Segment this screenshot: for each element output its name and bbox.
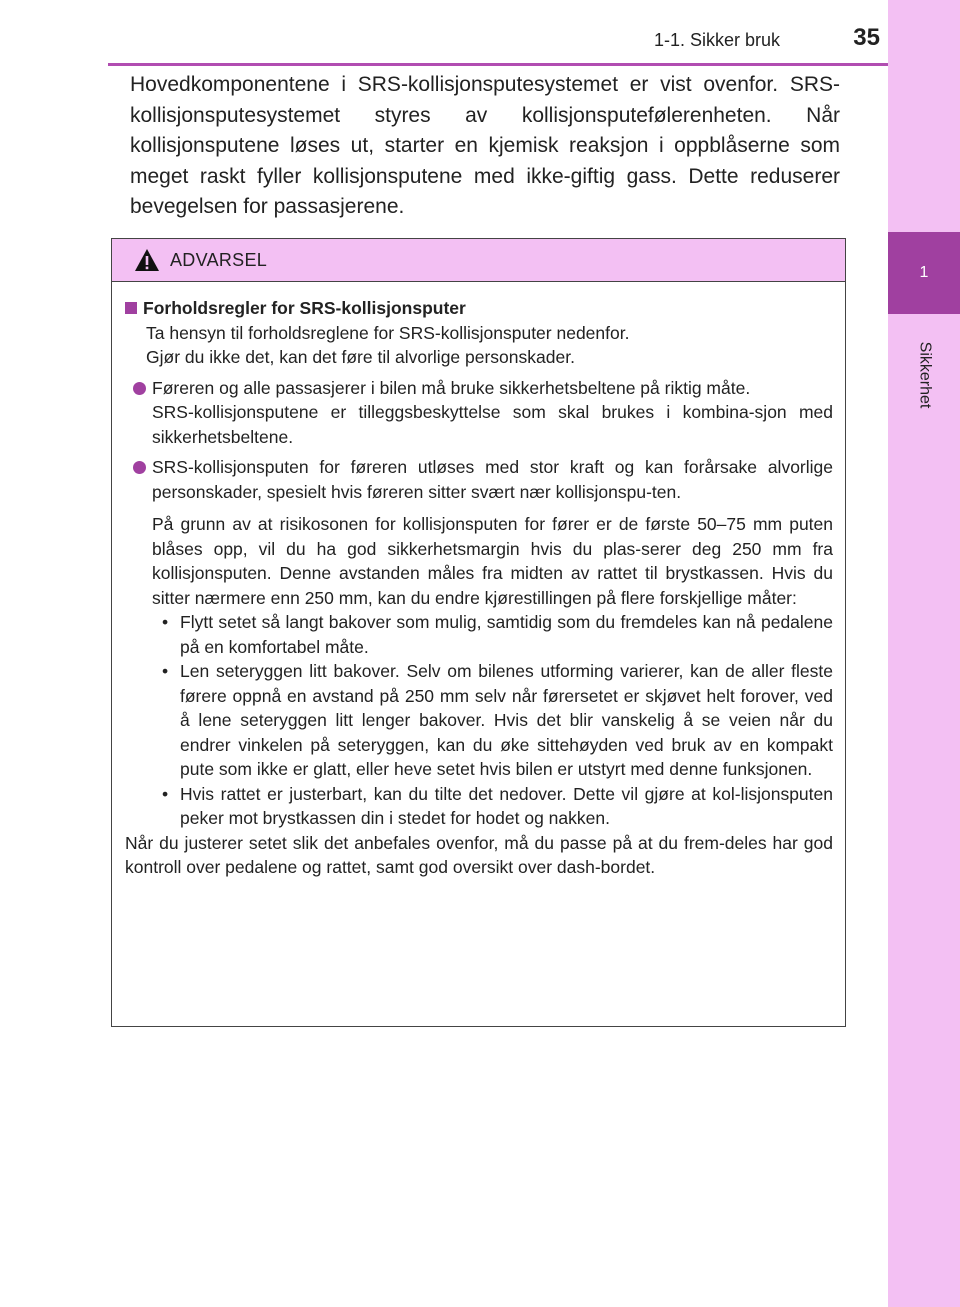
warning-item-line: SRS-kollisjonsputen for føreren utløses med stor kraft og kan forårsake alvorlige personskader, spesielt hvis føreren sitter svært nær kollisjonspu-ten. [152, 457, 833, 502]
circle-bullet-icon [133, 461, 146, 474]
warning-item-line: Føreren og alle passasjerer i bilen må bruke sikkerhetsbeltene på riktig måte. [152, 377, 751, 398]
warning-intro-line: Ta hensyn til forholdsreglene for SRS-kollisjonsputer nedenfor. [146, 322, 630, 343]
square-bullet-icon [125, 302, 137, 314]
bullet-dot: • [162, 612, 169, 632]
circle-bullet-icon [133, 382, 146, 395]
chapter-number-text: 1 [919, 264, 929, 281]
bullet-text: Flytt setet så langt bakover som mulig, samtidig som du fremdeles kan nå pedalene på en komfortabel måte. [180, 612, 833, 657]
bullet-text: Hvis rattet er justerbart, kan du tilte det nedover. Dette vil gjøre at kol-lisjonsputen peker mot brystkassen din i stedet for hodet og nakken. [180, 783, 833, 828]
warning-box [111, 238, 846, 1027]
warning-item [125, 455, 833, 504]
page-number: 35 [853, 24, 880, 51]
warning-detail: På grunn av at risikosonen for kollisjonsputen for fører er de første 50–75 mm puten blåses opp, vil du ha god sikkerhetsmargin hvis du plas-serer deg 250 mm fra kollisjonsputen. Denne avstanden måles fra midten av rattet til brystkassen. Hvis du sitter nærmere enn 250 mm, kan du endre kjørestillingen på flere forskjellige måter: [152, 514, 833, 608]
warning-item [125, 376, 833, 450]
bullet-item [125, 610, 833, 659]
bullet-dot: • [162, 661, 169, 681]
bullet-item [125, 782, 833, 831]
bullet-text: Len seteryggen litt bakover. Selv om bilenes utforming varierer, kan de aller fleste førere oppnå en avstand på 250 mm selv når førersetet er skjøvet helt forover, ved å lene seteryggen litt lenger bakover. Hvis det blir vanskelig å se veien når du endrer vinkelen på seteryggen, kan du øke sittehøyden ved bruk av en kompakt pute som ikke er glatt, eller heve setet hvis bilen er utstyrt med denne funksjonen. [180, 661, 833, 779]
warning-item-line: SRS-kollisjonsputene er tilleggsbeskyttelse som skal brukes i kombina-sjon med sikkerhetsbeltene. [152, 402, 833, 447]
warning-triangle-icon [134, 248, 160, 272]
bullet-dot: • [162, 783, 169, 804]
header-divider [108, 63, 888, 66]
bullet-item [125, 659, 833, 782]
warning-heading [125, 296, 833, 321]
chapter-label [888, 320, 960, 430]
warning-heading-text: Forholdsregler for SRS-kollisjonsputer [143, 298, 466, 318]
warning-intro [125, 321, 833, 370]
section-title: 1-1. Sikker bruk [653, 30, 780, 50]
warning-header [112, 239, 845, 282]
intro-paragraph: Hovedkomponentene i SRS-kollisjonsputesystemet er vist ovenfor. SRS-kollisjonsputesystemet styres av kollisjonsputefølerenheten. Når kollisjonsputene løses ut, starter en kjemisk reaksjon i oppblåserne som meget raskt fyller kollisjonsputene med ikke-giftig gass. Dette reduserer bevegelsen for passasjerene. [130, 73, 840, 218]
warning-title: ADVARSEL [170, 249, 268, 270]
side-strip [888, 0, 960, 1307]
warning-body [112, 282, 845, 880]
chapter-label-text: Sikkerhet [915, 341, 933, 409]
warning-closing: Når du justerer setet slik det anbefales ovenfor, må du passe på at du frem-deles har god kontroll over pedalene og rattet, samt god oversikt over dash-bordet. [125, 832, 833, 877]
chapter-number[interactable] [888, 232, 960, 314]
warning-intro-line: Gjør du ikke det, kan det føre til alvorlige personskader. [146, 347, 575, 367]
